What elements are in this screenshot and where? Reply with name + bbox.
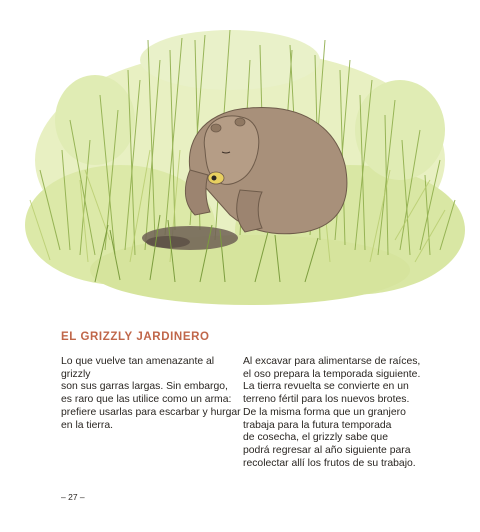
text-line: prefiere usarlas para escarbar y hurgar — [61, 406, 241, 418]
text-line: podrá regresar al año siguiente para — [243, 444, 411, 456]
text-line: en la tierra. — [61, 419, 113, 431]
text-line: de cosecha, el grizzly sabe que — [243, 432, 388, 444]
text-line: es raro que las utilice como un arma: — [61, 394, 232, 406]
text-line: terreno fértil para los nuevos brotes. — [243, 394, 410, 406]
page-number: – 27 – — [61, 492, 85, 502]
text-line: Al excavar para alimentarse de raíces, — [243, 356, 421, 367]
text-line: el oso prepara la temporada siguiente. — [243, 368, 421, 380]
text-line: trabaja para la futura temporada — [243, 419, 392, 431]
text-line: De la misma forma que un granjero — [243, 406, 406, 418]
left-column — [61, 356, 246, 432]
text-line: recolectar allí los frutos de su trabajo. — [243, 457, 416, 469]
text-line: La tierra revuelta se convierte en un — [243, 381, 409, 393]
text-line: son sus garras largas. Sin embargo, — [61, 381, 228, 393]
text-line: Lo que vuelve tan amenazante al grizzly — [61, 356, 215, 380]
right-column — [243, 356, 421, 470]
article-title: EL GRIZZLY JARDINERO — [61, 331, 210, 343]
